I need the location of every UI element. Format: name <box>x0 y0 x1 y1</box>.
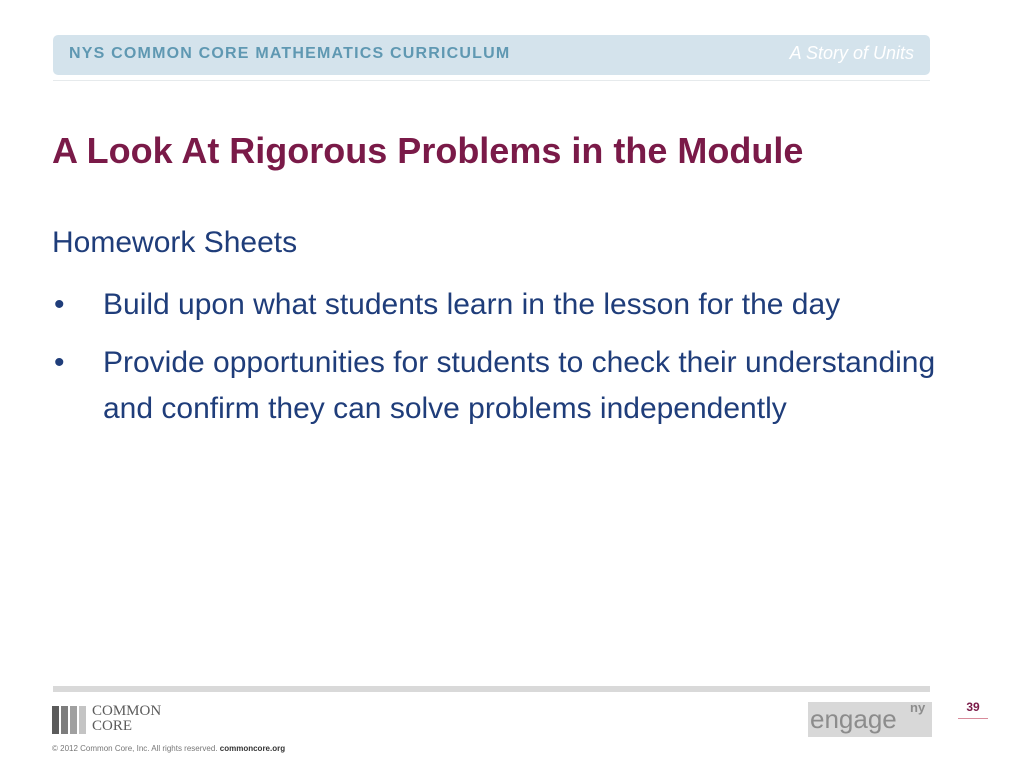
header-divider <box>53 80 930 81</box>
engageny-logo <box>808 702 932 737</box>
logo-text <box>92 704 161 734</box>
series-label: A Story of Units <box>789 43 914 63</box>
page-number-underline <box>958 718 988 719</box>
logo-line1: COMMON <box>92 703 162 719</box>
common-core-logo <box>52 702 252 738</box>
bullet-item <box>52 282 952 328</box>
copyright-link[interactable]: commoncore.org <box>219 744 286 753</box>
bullet-text: Provide opportunities for students to check their understanding and confirm they can solve problems independently <box>103 346 936 425</box>
engage-sup: ny <box>910 700 926 715</box>
slide-title: A Look At Rigorous Problems in the Module <box>52 130 804 171</box>
bullet-item <box>52 340 952 432</box>
bullet-icon: • <box>54 346 65 379</box>
engage-text: engage <box>810 704 897 734</box>
slide-subheading: Homework Sheets <box>52 226 298 259</box>
header-bar <box>53 35 930 75</box>
bullet-list <box>52 282 952 444</box>
copyright-notice <box>52 744 285 753</box>
curriculum-label: NYS COMMON CORE MATHEMATICS CURRICULUM <box>69 45 511 62</box>
bullet-text: Build upon what students learn in the lesson for the day <box>103 288 841 321</box>
page-number: 39 <box>966 700 980 714</box>
logo-line2: CORE <box>92 718 133 734</box>
footer-divider <box>53 686 930 692</box>
logo-bars-icon <box>52 706 86 734</box>
copyright-text: © 2012 Common Core, Inc. All rights reserved. <box>52 744 218 753</box>
bullet-icon: • <box>54 288 65 321</box>
